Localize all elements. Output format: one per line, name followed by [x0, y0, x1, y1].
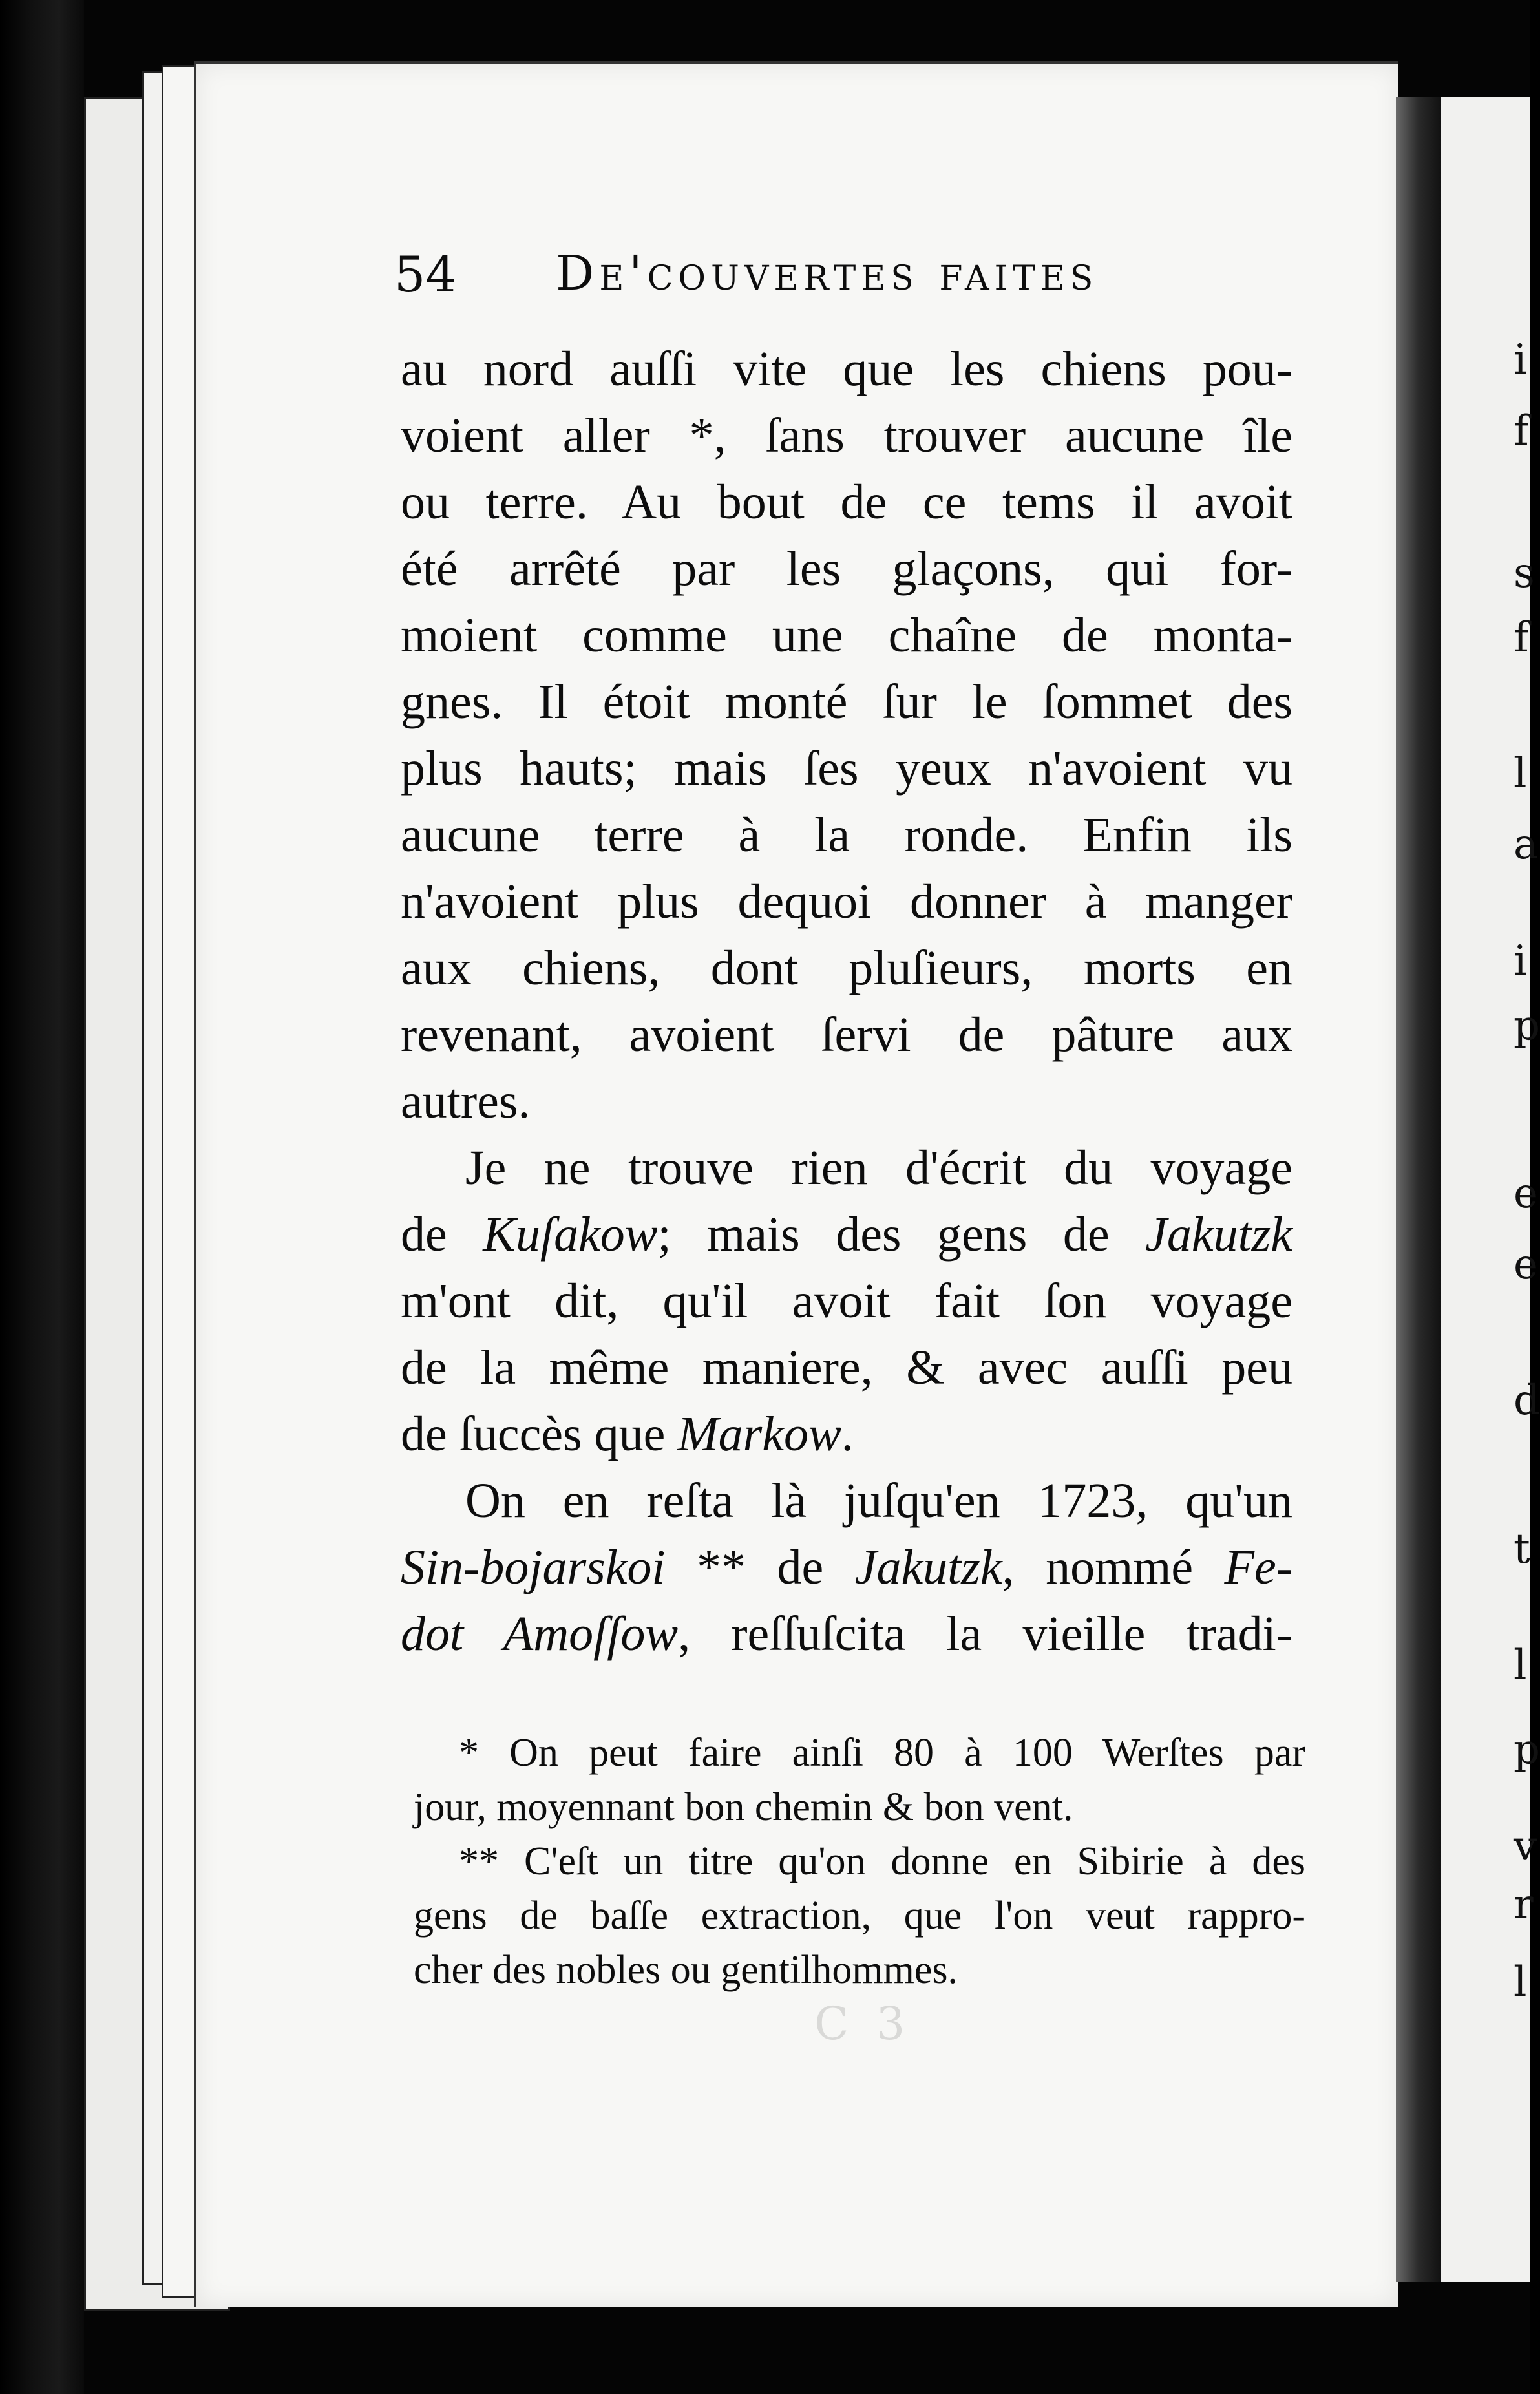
- running-title: De'couvertes faites: [556, 246, 1099, 301]
- text-run: , nommé: [1002, 1540, 1225, 1594]
- text-line: de la même maniere, & avec auſſi peu: [401, 1340, 1292, 1395]
- text-run: de: [401, 1207, 483, 1262]
- italic-name: Jakutzk: [1145, 1207, 1292, 1262]
- text-line: [401, 1401, 1292, 1468]
- text-line: aux chiens, dont pluſieurs, morts en: [401, 941, 1292, 995]
- facing-page-letter: f: [1514, 614, 1529, 662]
- footnote-line: jour, moyennant bon chemin & bon vent.: [414, 1785, 1073, 1829]
- text-line: au nord auſſi vite que les chiens pou-: [401, 342, 1292, 396]
- italic-name: Sin-bojarskoi: [401, 1540, 666, 1594]
- facing-page-letter: p: [1514, 1002, 1540, 1050]
- facing-page-letter: i: [1514, 937, 1527, 985]
- facing-page-letter: l: [1514, 750, 1527, 798]
- text-run: de ſuccès que: [401, 1407, 678, 1461]
- facing-page-letter: r: [1514, 1881, 1534, 1929]
- text-line: [401, 1601, 1292, 1668]
- text-line: moient comme une chaîne de monta-: [401, 608, 1292, 662]
- text-run: ** de: [665, 1540, 855, 1594]
- text-line: revenant, avoient ſervi de pâture aux: [401, 1008, 1292, 1062]
- paragraph-first-line: Je ne trouve rien d'écrit du voyage: [465, 1141, 1292, 1195]
- italic-name: dot Amoſſow: [401, 1607, 679, 1661]
- text-line: [401, 1534, 1292, 1601]
- book-gutter-shadow: [1396, 97, 1441, 2282]
- facing-page-letter: s: [1514, 549, 1535, 597]
- facing-page-letter: e: [1514, 1241, 1538, 1289]
- paragraph-first-line: On en reſta là juſqu'en 1723, qu'un: [465, 1474, 1292, 1528]
- footnotes: [414, 1726, 1305, 1997]
- italic-name: Kuſakow: [483, 1207, 658, 1262]
- text-line: plus hauts; mais ſes yeux n'avoient vu: [401, 741, 1292, 796]
- text-line: m'ont dit, qu'il avoit fait ſon voyage: [401, 1274, 1292, 1328]
- footnote-line: * On peut faire ainſi 80 à 100 Werſtes par: [459, 1731, 1305, 1775]
- facing-page-letter: l: [1514, 1642, 1527, 1690]
- text-line: autres.: [401, 1074, 531, 1128]
- text-line: gnes. Il étoit monté ſur le ſommet des: [401, 675, 1292, 729]
- text-run: ; mais des gens de: [657, 1207, 1146, 1262]
- facing-page-letter: l: [1514, 1958, 1527, 2006]
- footnote-line: cher des nobles ou gentilhommes.: [414, 1948, 958, 1992]
- text-line: ou terre. Au bout de ce tems il avoit: [401, 475, 1292, 529]
- facing-page-letter: i: [1514, 336, 1527, 384]
- footnote-line: gens de baſſe extraction, que l'on veut rappro-: [414, 1894, 1305, 1938]
- text-line: [401, 1202, 1292, 1268]
- text-run: .: [841, 1407, 854, 1461]
- italic-name: Jakutzk: [854, 1540, 1002, 1594]
- text-line: été arrêté par les glaçons, qui for-: [401, 542, 1292, 596]
- facing-page-letter: a: [1514, 821, 1539, 869]
- show-through-mark: C 3: [814, 1997, 912, 2050]
- running-head: [394, 239, 1312, 310]
- text-line: aucune terre à la ronde. Enfin ils: [401, 808, 1292, 862]
- text-line: voient aller *, ſans trouver aucune île: [401, 408, 1292, 463]
- body-text: [401, 336, 1292, 1668]
- facing-page-letter: v: [1514, 1823, 1537, 1870]
- book-binding-edge: [0, 0, 84, 2394]
- text-line: n'avoient plus dequoi donner à manger: [401, 874, 1292, 929]
- facing-page-letter: e: [1514, 1170, 1538, 1218]
- facing-page-letter: f: [1514, 407, 1529, 455]
- facing-page-letter: p: [1514, 1726, 1540, 1774]
- footnote-line: ** C'eſt un titre qu'on donne en Sibirie à des: [459, 1839, 1305, 1883]
- facing-page-letter: d: [1514, 1377, 1540, 1425]
- facing-page-letter: t: [1514, 1525, 1530, 1573]
- page-number: 54: [394, 246, 457, 303]
- text-run: , reſſuſcita la vieille tradi-: [678, 1607, 1292, 1661]
- italic-name: Markow: [677, 1407, 841, 1461]
- italic-name: Fe-: [1224, 1540, 1292, 1594]
